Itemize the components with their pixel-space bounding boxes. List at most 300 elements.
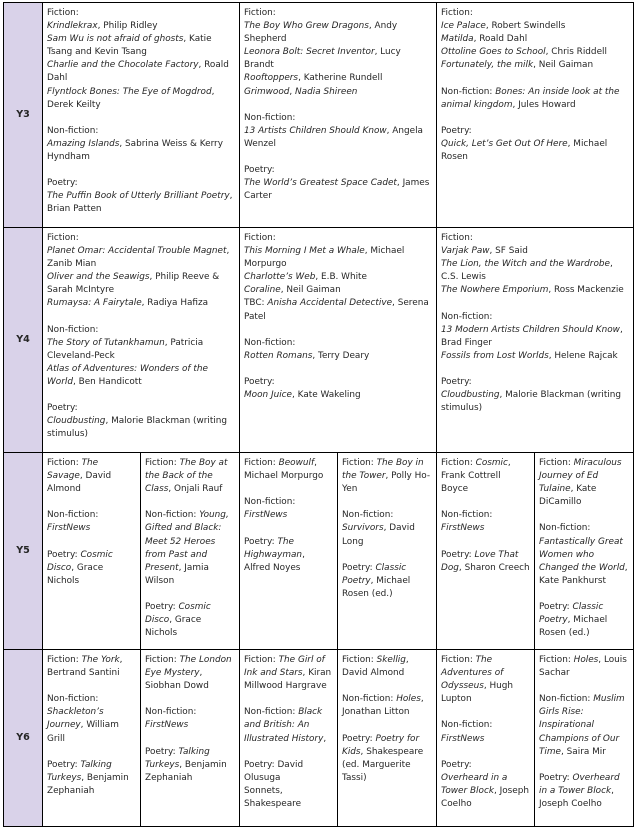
plain-text: , Benjamin Zephaniah <box>47 772 129 796</box>
plain-text: , Joseph Coelho <box>539 785 614 810</box>
book-entry <box>539 693 629 758</box>
book-entry <box>441 20 629 33</box>
book-entry <box>47 232 235 245</box>
plain-text: , Alfred Noyes <box>244 549 305 573</box>
spacer <box>441 536 530 549</box>
book-entry <box>244 112 432 125</box>
spacer <box>539 509 629 522</box>
title-text: Young, Gifted and Black: Meet 52 Heroes from Past and Present <box>145 510 229 573</box>
title-text: Moon Juice <box>244 390 293 401</box>
reading-list-table <box>3 2 634 827</box>
plain-text: , Benjamin Zephaniah <box>145 759 227 783</box>
title-text: Cloudbusting <box>47 416 106 427</box>
book-entry <box>441 549 530 575</box>
spacer <box>441 363 629 376</box>
plain-text: Non-fiction: <box>539 523 591 534</box>
plain-text: Fiction: <box>145 655 180 665</box>
book-entry <box>244 654 333 693</box>
plain-text: , Philip Ridley <box>97 21 158 32</box>
title-text: Overheard in a Tower Block <box>441 772 508 796</box>
spacer <box>47 311 235 324</box>
spacer <box>441 72 629 85</box>
plain-text: , Sabrina Weiss & Kerry Hyndham <box>47 138 223 163</box>
book-entry <box>47 138 235 164</box>
plain-text: Poetry: <box>441 125 472 136</box>
book-entry <box>145 509 235 588</box>
plain-text: , Saira Mir <box>561 746 606 757</box>
book-entry <box>539 601 629 640</box>
title-text: 13 Modern Artists Children Should Know <box>441 324 620 335</box>
plain-text: Fiction: <box>244 8 276 18</box>
plain-text: , <box>323 733 327 744</box>
plain-text: , Katherine Rundell <box>298 73 383 84</box>
spacer <box>342 719 432 732</box>
plain-text: , Radiya Hafiza <box>141 298 209 309</box>
book-entry <box>244 759 333 785</box>
plain-text: , Shakespeare (ed. Marguerite Tassi) <box>342 746 424 783</box>
spacer <box>145 693 235 706</box>
plain-text: , Polly Ho-Yen <box>342 471 431 495</box>
title-text: Anisha Accidental Detective <box>267 298 393 309</box>
spacer <box>441 496 530 509</box>
book-list-cell <box>437 3 634 228</box>
book-list-cell <box>535 453 634 650</box>
title-text: Ice Palace <box>441 21 486 32</box>
title-text: The Boy Who Grew Dragons <box>244 21 369 32</box>
plain-text: , Hugh Lupton <box>441 681 514 705</box>
spacer <box>244 324 432 337</box>
plain-text: , William Grill <box>47 720 119 744</box>
plain-text: Poetry: <box>539 602 573 613</box>
book-entry <box>244 376 432 389</box>
spacer <box>441 297 629 310</box>
plain-text: , Terry Deary <box>312 350 370 361</box>
spacer <box>244 363 432 376</box>
plain-text: Non-fiction: <box>145 707 197 718</box>
book-entry <box>145 746 235 785</box>
title-text: Miraculous Journey of Ed Tulaine <box>539 458 622 495</box>
book-list-cell <box>43 650 141 827</box>
plain-text: Poetry: <box>342 562 376 573</box>
year-label: Y5 <box>4 453 43 650</box>
book-list-cell <box>437 228 634 453</box>
title-text: The Story of Tutankhamun <box>47 337 165 348</box>
year-label: Y3 <box>4 3 43 228</box>
plain-text: TBC: <box>244 298 268 309</box>
title-text: Fossils from Lost Worlds <box>441 350 549 361</box>
book-entry <box>441 509 530 535</box>
plain-text: , Patricia Cleveland-Peck <box>47 337 204 361</box>
book-entry <box>244 164 432 177</box>
spacer <box>539 588 629 601</box>
plain-text: , SF Said <box>489 246 528 257</box>
book-entry <box>47 190 235 216</box>
plain-text: , Derek Keilty <box>47 86 215 110</box>
book-entry <box>47 59 235 85</box>
plain-text: , David Almond <box>342 655 409 679</box>
spacer <box>145 733 235 746</box>
plain-text: Fiction: <box>47 8 79 18</box>
plain-text: , Brian Patten <box>47 191 233 215</box>
book-entry <box>47 7 235 20</box>
book-entry <box>441 86 629 112</box>
book-entry <box>244 72 432 85</box>
book-entry <box>244 536 333 575</box>
title-text: Cloudbusting <box>441 390 500 401</box>
book-entry <box>441 324 629 350</box>
plain-text: , Sharon Creech <box>458 562 530 573</box>
plain-text: , Ben Handicott <box>72 377 142 388</box>
plain-text: Poetry: <box>47 759 81 770</box>
book-entry <box>441 138 629 164</box>
title-text: Grimwood <box>244 86 290 97</box>
plain-text: , Onjali Rauf <box>168 484 223 495</box>
title-text: Flyntlock Bones: The Eye of Mogdrod <box>47 86 212 97</box>
plain-text: , Philip Reeve & Sarah McIntyre <box>47 272 220 296</box>
book-entry <box>342 457 432 496</box>
plain-text: , Jamia Wilson <box>145 562 209 586</box>
plain-text: , Siobhan Dowd <box>145 668 209 692</box>
spacer <box>47 680 136 693</box>
book-entry <box>441 654 530 706</box>
title-text: Amazing Islands <box>47 138 120 149</box>
book-entry <box>47 509 136 535</box>
book-list-cell <box>141 453 240 650</box>
book-list-cell <box>535 650 634 827</box>
plain-text: Non-fiction: <box>441 510 493 521</box>
plain-text: , Malorie Blackman (writing stimulus) <box>47 416 228 440</box>
plain-text: Poetry: <box>244 377 275 388</box>
plain-text: Non-fiction: <box>47 510 99 521</box>
book-entry <box>47 86 235 112</box>
plain-text: Poetry: <box>342 733 376 744</box>
title-text: The Puffin Book of Utterly Brilliant Poetry <box>47 191 230 202</box>
year-row-y5 <box>4 453 634 650</box>
plain-text: , Kate DiCamillo <box>539 484 597 508</box>
book-list-cell <box>338 650 437 827</box>
book-entry <box>47 402 235 415</box>
book-entry <box>441 33 629 46</box>
book-entry <box>342 562 432 601</box>
plain-text: Non-fiction: <box>441 311 493 322</box>
plain-text: Non-fiction: <box>47 125 99 136</box>
plain-text: Non-fiction: <box>47 694 99 705</box>
title-text: Classic Poetry <box>539 602 604 626</box>
plain-text: Poetry: <box>244 165 275 176</box>
spacer <box>244 483 333 496</box>
title-text: The Adventures of Odysseus <box>441 655 504 692</box>
title-text: The Boy in the Tower <box>342 458 424 482</box>
book-entry <box>441 311 629 324</box>
book-entry <box>441 389 629 415</box>
plain-text: Fiction: <box>441 8 473 18</box>
title-text: FirstNews <box>244 510 288 521</box>
plain-text: , Roald Dahl <box>473 34 528 45</box>
title-text: Overheard in a Tower Block <box>539 772 620 796</box>
book-entry <box>47 363 235 389</box>
book-entry <box>539 522 629 587</box>
plain-text: , Neil Gaiman <box>280 285 341 296</box>
book-entry <box>244 457 333 483</box>
spacer <box>539 759 629 772</box>
plain-text: , Michael Rosen (ed.) <box>342 575 411 599</box>
book-entry <box>244 232 432 245</box>
plain-text: Non-fiction: <box>47 324 99 335</box>
spacer <box>145 588 235 601</box>
spacer <box>244 746 333 759</box>
plain-text: Fiction: <box>441 655 476 665</box>
title-text: Rumaysa: A Fairytale <box>47 298 142 309</box>
book-entry <box>244 20 432 46</box>
plain-text: Poetry: <box>145 602 179 613</box>
title-text: The Girl of Ink and Stars <box>244 655 325 679</box>
plain-text: , Michael Morpurgo <box>244 246 405 270</box>
plain-text: Fiction: <box>47 233 79 243</box>
title-text: Fortunately, the milk <box>441 60 534 71</box>
title-text: Charlie and the Chocolate Factory <box>47 60 199 71</box>
year-label: Y6 <box>4 650 43 827</box>
title-text: Charlotte’s Web <box>244 272 316 283</box>
plain-text: Non-fiction: <box>342 510 394 521</box>
plain-text: , Jules Howard <box>512 99 576 110</box>
plain-text: , Roald Dahl <box>47 60 229 84</box>
plain-text: , Michael Morpurgo <box>244 458 324 482</box>
plain-text: Fiction: <box>539 458 574 468</box>
plain-text: , Ross Mackenzie <box>548 285 624 296</box>
plain-text: , Grace Nichols <box>145 615 202 639</box>
plain-text: Fiction: <box>244 655 279 665</box>
title-text: Talking Turkeys <box>47 759 112 783</box>
title-text: FirstNews <box>47 523 91 534</box>
plain-text: Poetry: <box>47 403 78 414</box>
book-entry <box>441 376 629 389</box>
book-entry <box>47 457 136 496</box>
book-list-cell <box>43 453 141 650</box>
title-text: The Savage <box>47 458 99 482</box>
book-entry <box>47 654 136 680</box>
plain-text: , Kiran Millwood Hargrave <box>244 668 332 692</box>
book-entry <box>441 258 629 284</box>
book-entry <box>441 719 530 745</box>
plain-text: , Frank Cottrell Boyce <box>441 458 511 495</box>
book-entry <box>47 549 136 588</box>
spacer <box>47 746 136 759</box>
plain-text: , Kate Pankhurst <box>539 562 628 586</box>
title-text: Talking Turkeys <box>145 746 210 770</box>
book-entry <box>441 457 530 496</box>
book-entry <box>244 297 432 323</box>
plain-text: , Neil Gaiman <box>533 60 594 71</box>
plain-text: Non-fiction: <box>539 694 594 705</box>
title-text: Skellig <box>376 655 406 665</box>
plain-text: Non-fiction: <box>145 510 200 521</box>
plain-text: Non-fiction: <box>244 337 296 348</box>
plain-text: , Jonathan Litton <box>342 694 424 718</box>
book-entry <box>441 59 629 72</box>
plain-text: Fiction: <box>441 458 476 468</box>
title-text: Holes <box>573 655 599 665</box>
book-entry <box>244 125 432 151</box>
book-entry <box>441 284 629 297</box>
book-entry <box>47 33 235 59</box>
title-text: Survivors <box>342 523 384 534</box>
spacer <box>47 164 235 177</box>
book-entry <box>342 693 432 719</box>
title-text: Cosmic <box>475 458 508 468</box>
book-entry <box>47 177 235 190</box>
plain-text: Non-fiction: <box>244 112 296 123</box>
spacer <box>342 549 432 562</box>
book-entry <box>441 350 629 363</box>
plain-text: Fiction: <box>47 655 82 665</box>
plain-text: , Joseph Coelho <box>441 785 530 810</box>
book-entry <box>47 245 235 271</box>
plain-text: , James Carter <box>244 178 430 202</box>
book-entry <box>441 46 629 59</box>
title-text: FirstNews <box>441 523 485 534</box>
book-entry <box>244 496 333 522</box>
title-text: Fantastically Great Women who Changed the World <box>539 536 625 573</box>
book-list-cell <box>437 453 535 650</box>
title-text: Oliver and the Seawigs <box>47 272 150 283</box>
plain-text: Fiction: <box>244 458 279 468</box>
spacer <box>244 151 432 164</box>
title-text: Holes <box>396 694 421 705</box>
title-text: Cosmic Disco <box>47 549 113 573</box>
plain-text: Non-fiction: <box>342 694 397 705</box>
title-text: Atlas of Adventures: Wonders of the World <box>47 363 208 388</box>
plain-text: Non-fiction: <box>244 707 299 718</box>
title-text: FirstNews <box>145 720 189 731</box>
spacer <box>244 522 333 535</box>
title-text: Muslim Girls Rise: Inspirational Champions of Our Time <box>539 694 625 757</box>
book-entry <box>47 324 235 337</box>
year-label: Y4 <box>4 228 43 453</box>
book-entry <box>244 785 333 811</box>
book-entry <box>244 706 333 745</box>
book-entry <box>342 654 432 680</box>
plain-text: Fiction: <box>342 458 377 468</box>
title-text: Nadia Shireen <box>295 86 358 97</box>
plain-text: Poetry: <box>441 549 475 560</box>
title-text: Matilda <box>441 34 474 45</box>
title-text: Cosmic Disco <box>145 602 211 626</box>
spacer <box>441 746 530 759</box>
book-entry <box>244 284 432 297</box>
book-entry <box>441 7 629 20</box>
book-entry <box>539 772 629 811</box>
book-entry <box>47 20 235 33</box>
book-entry <box>441 125 629 138</box>
book-entry <box>244 86 432 99</box>
title-text: Love That Dog <box>441 549 519 573</box>
book-entry <box>441 232 629 245</box>
book-list-cell <box>240 3 437 228</box>
book-list-cell <box>240 650 338 827</box>
reading-list-body <box>4 3 634 827</box>
book-list-cell <box>43 228 240 453</box>
book-entry <box>441 772 530 811</box>
plain-text: Poetry: <box>244 536 278 547</box>
book-list-cell <box>437 650 535 827</box>
plain-text: , Michael Rosen (ed.) <box>539 615 608 639</box>
spacer <box>47 536 136 549</box>
year-row-y4 <box>4 228 634 453</box>
book-entry <box>47 125 235 138</box>
plain-text: , Katie Tsang and Kevin Tsang <box>47 34 212 58</box>
book-entry <box>342 509 432 548</box>
plain-text: , Lucy Brandt <box>244 47 401 71</box>
plain-text: , Zanib Mian <box>47 246 230 270</box>
title-text: Beowulf <box>278 458 315 468</box>
spacer <box>441 706 530 719</box>
title-text: Leonora Bolt: Secret Inventor <box>244 47 375 58</box>
book-entry <box>539 654 629 680</box>
book-entry <box>47 759 136 798</box>
plain-text: Poetry: <box>47 549 81 560</box>
plain-text: Poetry: <box>539 772 573 783</box>
plain-text: Poetry: <box>145 746 179 757</box>
title-text: Rooftoppers <box>244 73 299 84</box>
title-text: Classic Poetry <box>342 562 407 586</box>
book-entry <box>244 245 432 271</box>
book-entry <box>244 337 432 350</box>
book-entry <box>145 457 235 496</box>
book-list-cell <box>240 228 437 453</box>
book-entry <box>47 337 235 363</box>
book-entry <box>244 350 432 363</box>
spacer <box>342 496 432 509</box>
plain-text: , Shakespeare <box>244 785 302 810</box>
plain-text: Fiction: <box>145 458 180 468</box>
book-entry <box>244 46 432 72</box>
title-text: Quick, Let’s Get Out Of Here <box>441 138 568 149</box>
title-text: Rotten Romans <box>244 350 313 361</box>
spacer <box>47 389 235 402</box>
book-list-cell <box>240 453 338 650</box>
book-list-cell <box>141 650 240 827</box>
spacer <box>342 680 432 693</box>
title-text: Sam Wu is not afraid of ghosts <box>47 34 184 45</box>
book-list-cell <box>338 453 437 650</box>
spacer <box>244 693 333 706</box>
book-entry <box>244 7 432 20</box>
plain-text: Poetry: <box>441 377 472 388</box>
title-text: Coraline <box>244 285 281 296</box>
year-row-y3 <box>4 3 634 228</box>
plain-text: , Louis Sachar <box>539 655 627 679</box>
plain-text: , Brad Finger <box>441 324 623 348</box>
plain-text: Fiction: <box>539 655 574 665</box>
plain-text: Fiction: <box>342 655 377 665</box>
spacer <box>145 496 235 509</box>
book-entry <box>47 297 235 310</box>
plain-text: , Kate Wakeling <box>292 390 361 401</box>
plain-text: Fiction: <box>244 233 276 243</box>
title-text: The London Eye Mystery <box>145 655 232 679</box>
title-text: The Nowhere Emporium <box>441 285 549 296</box>
plain-text: Sonnets <box>244 785 280 796</box>
plain-text: , Malorie Blackman (writing stimulus) <box>441 390 622 414</box>
plain-text: , Robert Swindells <box>485 21 566 32</box>
plain-text: Non-fiction: <box>441 720 493 731</box>
plain-text: Non-fiction: <box>244 497 296 508</box>
title-text: Varjak Paw <box>441 246 490 257</box>
title-text: The Lion, the Witch and the Wardrobe <box>441 259 610 270</box>
title-text: The Boy at the Back of the Class <box>145 458 228 495</box>
plain-text: Poetry: David Olusuga <box>244 759 304 783</box>
title-text: Planet Omar: Accidental Trouble Magnet <box>47 246 227 257</box>
